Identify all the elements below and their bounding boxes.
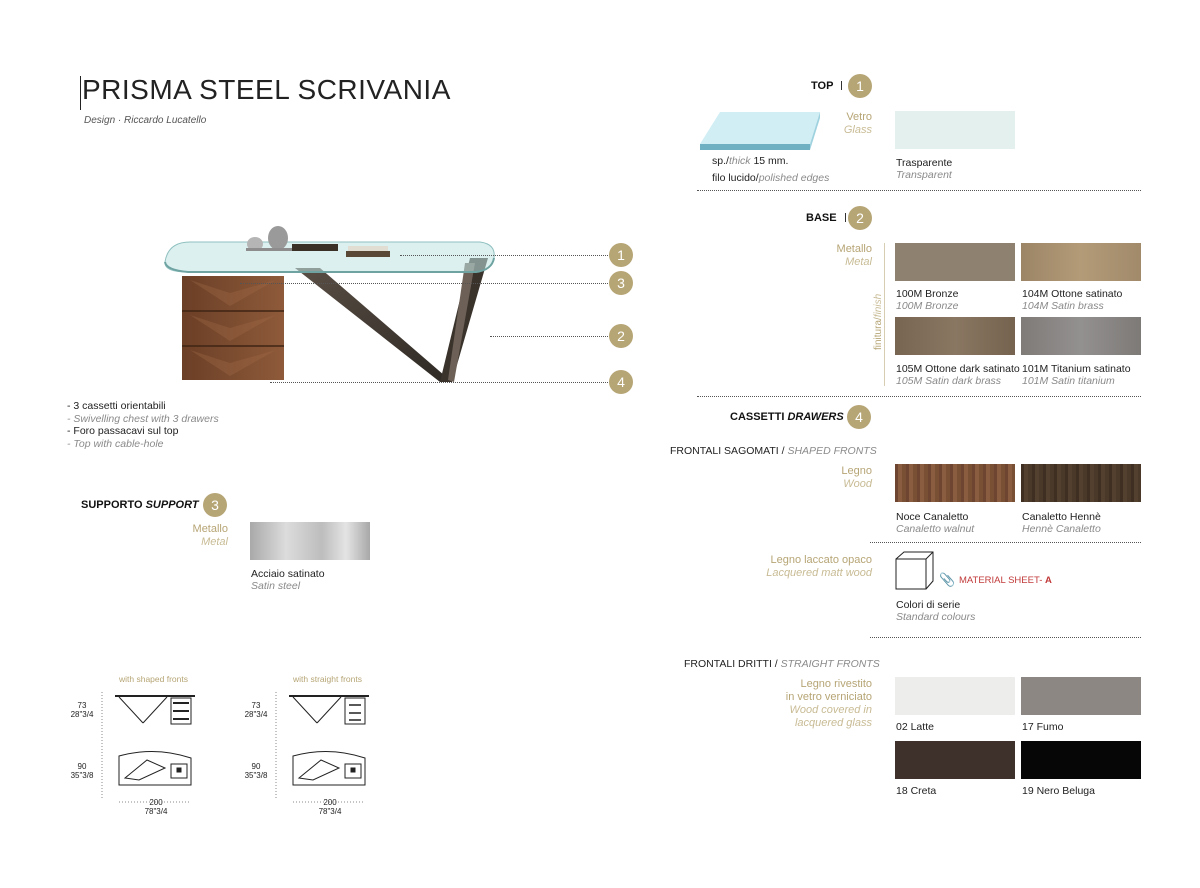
note-line: - 3 cassetti orientabili xyxy=(67,400,166,412)
top-edges: filo lucido/polished edges xyxy=(712,172,830,184)
desk-illustration xyxy=(160,218,640,398)
callout-marker: 1 xyxy=(609,243,633,267)
designer-credit: Design · Riccardo Lucatello xyxy=(84,115,207,126)
glass-covered-material: Legno rivestito in vetro verniciato Wood covered in lacquered glass xyxy=(785,678,872,729)
standard-colours-cube-icon xyxy=(895,551,935,591)
shaped-fronts-heading: FRONTALI SAGOMATI / SHAPED FRONTS xyxy=(670,445,877,457)
finish-bracket xyxy=(884,243,885,386)
note-line: - Foro passacavi sul top xyxy=(67,425,179,437)
swatch-19-nero-beluga[interactable] xyxy=(1021,741,1141,779)
depth-dimension: 90 35"3/8 xyxy=(244,762,268,780)
swatch-caption: 18 Creta xyxy=(896,785,937,797)
swatch-caption: 104M Ottone satinato 104M Satin brass xyxy=(1022,288,1123,312)
base-leg-left xyxy=(295,268,452,382)
callout-marker: 3 xyxy=(609,271,633,295)
drawing-straight-fronts xyxy=(269,688,379,808)
top-header: TOP xyxy=(811,80,850,92)
callout-line-1 xyxy=(400,255,608,256)
base-number: 2 xyxy=(848,206,872,230)
support-header: SUPPORTO SUPPORT xyxy=(81,499,216,511)
top-number: 1 xyxy=(848,74,872,98)
lacquered-material: Legno laccato opaco Lacquered matt wood xyxy=(766,554,872,579)
straight-fronts-label: with straight fronts xyxy=(293,674,362,684)
swatch-caption: 100M Bronze 100M Bronze xyxy=(896,288,959,312)
swatch-caption: 105M Ottone dark satinato 105M Satin dark brass xyxy=(896,363,1020,387)
height-dimension: 73 28"3/4 xyxy=(244,701,268,719)
divider xyxy=(870,637,1141,638)
shaped-fronts-label: with shaped fronts xyxy=(119,674,188,684)
finish-label: finitura/finish xyxy=(873,293,884,350)
swatch-caption: Noce Canaletto Canaletto walnut xyxy=(896,511,975,535)
feature-notes xyxy=(67,400,219,450)
swatch-105m-satin-dark-brass[interactable] xyxy=(895,317,1015,355)
width-dimension: 200 78"3/4 xyxy=(144,798,168,816)
straight-fronts-heading: FRONTALI DRITTI / STRAIGHT FRONTS xyxy=(684,658,880,670)
swatch-satin-steel[interactable] xyxy=(250,522,370,560)
swatch-caption: Canaletto Hennè Hennè Canaletto xyxy=(1022,511,1101,535)
swatch-caption: 19 Nero Beluga xyxy=(1022,785,1095,797)
base-header: BASE xyxy=(806,212,854,224)
height-dimension: 73 28"3/4 xyxy=(70,701,94,719)
depth-dimension: 90 35"3/8 xyxy=(70,762,94,780)
divider xyxy=(870,542,1141,543)
drawers-number: 4 xyxy=(847,405,871,429)
swatch-caption: 17 Fumo xyxy=(1022,721,1064,733)
page-title: PRISMA STEEL SCRIVANIA xyxy=(82,74,451,105)
swatch-caption: 101M Titanium satinato 101M Satin titanium xyxy=(1022,363,1131,387)
swatch-henne-canaletto[interactable] xyxy=(1021,464,1141,502)
paperclip-icon: 📎 xyxy=(939,572,956,587)
divider xyxy=(697,396,1141,397)
swatch-caption: 02 Latte xyxy=(896,721,934,733)
swatch-18-creta[interactable] xyxy=(895,741,1015,779)
title-bar xyxy=(80,76,81,110)
callout-marker: 2 xyxy=(609,324,633,348)
callout-line-3 xyxy=(240,283,608,284)
drawing-shaped-fronts xyxy=(95,688,205,808)
note-line: - Swivelling chest with 3 drawers xyxy=(67,412,219,425)
width-dimension: 200 78"3/4 xyxy=(318,798,342,816)
swatch-caption: Acciaio satinato Satin steel xyxy=(251,568,325,592)
drawer-chest xyxy=(182,276,284,380)
swatch-caption: Trasparente Transparent xyxy=(896,157,953,181)
note-line: - Top with cable-hole xyxy=(67,437,164,450)
swatch-canaletto-walnut[interactable] xyxy=(895,464,1015,502)
swatch-100m-bronze[interactable] xyxy=(895,243,1015,281)
base-material: Metallo Metal xyxy=(836,243,872,268)
top-material: Vetro Glass xyxy=(843,111,872,136)
top-thickness: sp./thick 15 mm. xyxy=(712,155,789,167)
swatch-caption: Colori di serie Standard colours xyxy=(896,599,976,623)
support-material: Metallo Metal xyxy=(192,523,228,548)
callout-line-2 xyxy=(490,336,608,337)
swatch-02-latte[interactable] xyxy=(895,677,1015,715)
support-number: 3 xyxy=(203,493,227,517)
callout-line-4 xyxy=(270,382,608,383)
swatch-17-fumo[interactable] xyxy=(1021,677,1141,715)
material-sheet-link[interactable]: MATERIAL SHEET- A xyxy=(959,575,1052,586)
swatch-104m-satin-brass[interactable] xyxy=(1021,243,1141,281)
callout-marker: 4 xyxy=(609,370,633,394)
wood-material: Legno Wood xyxy=(841,465,872,490)
drawers-header: CASSETTI DRAWERS xyxy=(730,411,861,423)
divider xyxy=(697,190,1141,191)
swatch-transparent[interactable] xyxy=(895,111,1015,149)
swatch-101m-satin-titanium[interactable] xyxy=(1021,317,1141,355)
